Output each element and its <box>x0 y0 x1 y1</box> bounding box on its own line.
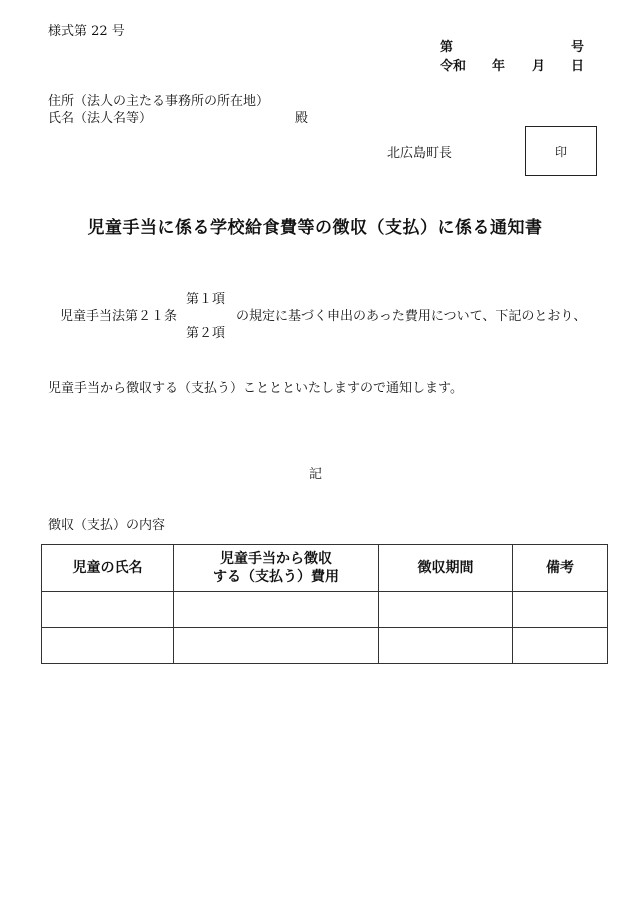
body-line-1: の規定に基づく申出のあった費用について、下記のとおり、 <box>236 309 587 324</box>
name-label: 氏名（法人名等） <box>48 111 153 126</box>
header-period: 徴収期間 <box>379 545 513 592</box>
address-label: 住所（法人の主たる事務所の所在地） <box>48 94 270 109</box>
table-cell <box>379 628 513 664</box>
table-header-row <box>42 545 608 592</box>
document-title: 児童手当に係る学校給食費等の徴収（支払）に係る通知書 <box>87 218 543 238</box>
table-row <box>42 628 608 664</box>
form-number: 様式第 22 号 <box>48 24 125 39</box>
content-table <box>41 544 608 664</box>
table-cell <box>513 628 608 664</box>
body-line-2: 児童手当から徴収する（支払う）こととといたしますので通知します。 <box>48 381 463 396</box>
header-remarks: 備考 <box>513 545 608 592</box>
sender-title: 北広島町長 <box>387 146 453 161</box>
law-reference: 児童手当法第２１条 <box>60 309 178 324</box>
date-year: 年 <box>492 59 506 74</box>
seal-label: 印 <box>554 144 567 159</box>
date-era: 令和 <box>440 59 467 74</box>
table-cell <box>174 628 379 664</box>
table-cell <box>174 592 379 628</box>
date-day: 日 <box>571 59 585 74</box>
clause-1: 第１項 <box>186 292 226 307</box>
doc-number-suffix: 号 <box>571 40 585 55</box>
seal-box <box>525 126 597 176</box>
section-label: 徴収（支払）の内容 <box>48 518 166 533</box>
table-cell <box>42 628 174 664</box>
table-cell <box>379 592 513 628</box>
header-cost: 児童手当から徴収 する（支払う）費用 <box>174 545 379 592</box>
table-cell <box>42 592 174 628</box>
table-cell <box>513 592 608 628</box>
table-row <box>42 592 608 628</box>
honorific: 殿 <box>295 111 309 126</box>
doc-number-prefix: 第 <box>440 40 454 55</box>
clause-2: 第２項 <box>186 326 226 341</box>
header-child-name: 児童の氏名 <box>42 545 174 592</box>
date-month: 月 <box>532 59 546 74</box>
ki-heading: 記 <box>309 467 323 482</box>
